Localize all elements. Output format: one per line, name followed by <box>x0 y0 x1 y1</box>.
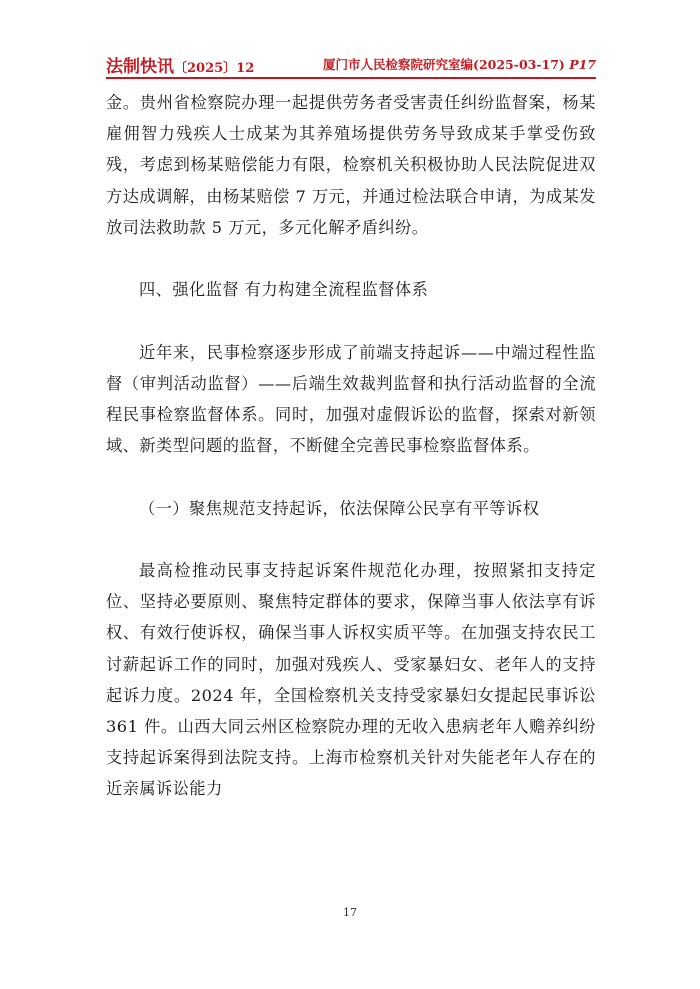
page-number: 17 <box>343 906 357 919</box>
paragraph-intro: 近年来，民事检察逐步形成了前端支持起诉——中端过程性监督（审判活动监督）——后端生效裁判监督和执行活动监督的全流程民事检察监督体系。同时，加强对虚假诉讼的监督，探索对新领域、新类型问题的监督，不断健全完善民事检察监督体系。 <box>106 342 596 456</box>
newsletter-name: 法制快讯 <box>106 57 174 77</box>
publisher-info: 厦门市人民检察院研究室编(2025-03-17) <box>323 57 565 72</box>
subsection-heading: （一）聚焦规范支持起诉，依法保障公民享有平等诉权 <box>139 498 540 518</box>
header-rule <box>106 77 596 79</box>
paragraph-continuation: 金。贵州省检察院办理一起提供劳务者受害责任纠纷监督案，杨某雇佣智力残疾人士成某为其养殖场提供劳务导致成某手掌受伤致残，考虑到杨某赔偿能力有限，检察机关积极协助人民法院促进双方达成调解，由杨某赔偿 7 万元，并通过检法联合申请，为成某发放司法救助款 5 万元，多元化解矛盾纠纷。 <box>106 93 596 237</box>
issue-number: 〔2025〕12 <box>174 61 255 76</box>
document-body <box>106 87 596 805</box>
section-heading: 四、强化监督 有力构建全流程监督体系 <box>139 280 429 300</box>
publisher-line <box>323 55 596 73</box>
newsletter-title <box>106 52 254 77</box>
paragraph-support-lawsuit: 最高检推动民事支持起诉案件规范化办理，按照紧扣支持定位、坚持必要原则、聚焦特定群体的要求，保障当事人依法享有诉权、有效行使诉权，确保当事人诉权实质平等。在加强支持农民工讨薪起诉工作的同时，加强对残疾人、受家暴妇女、老年人的支持起诉力度。2024 年，全国检察机关支持受家暴妇女提起民事诉讼 361 件。山西大同云州区检察院办理的无收入患病老年人赡养纠纷支持起诉案得到法院支持。上海市检察机关针对失能老年人存在的近亲属诉讼能力 <box>106 560 596 799</box>
page-header <box>106 52 596 77</box>
page-tag: P17 <box>569 57 596 72</box>
